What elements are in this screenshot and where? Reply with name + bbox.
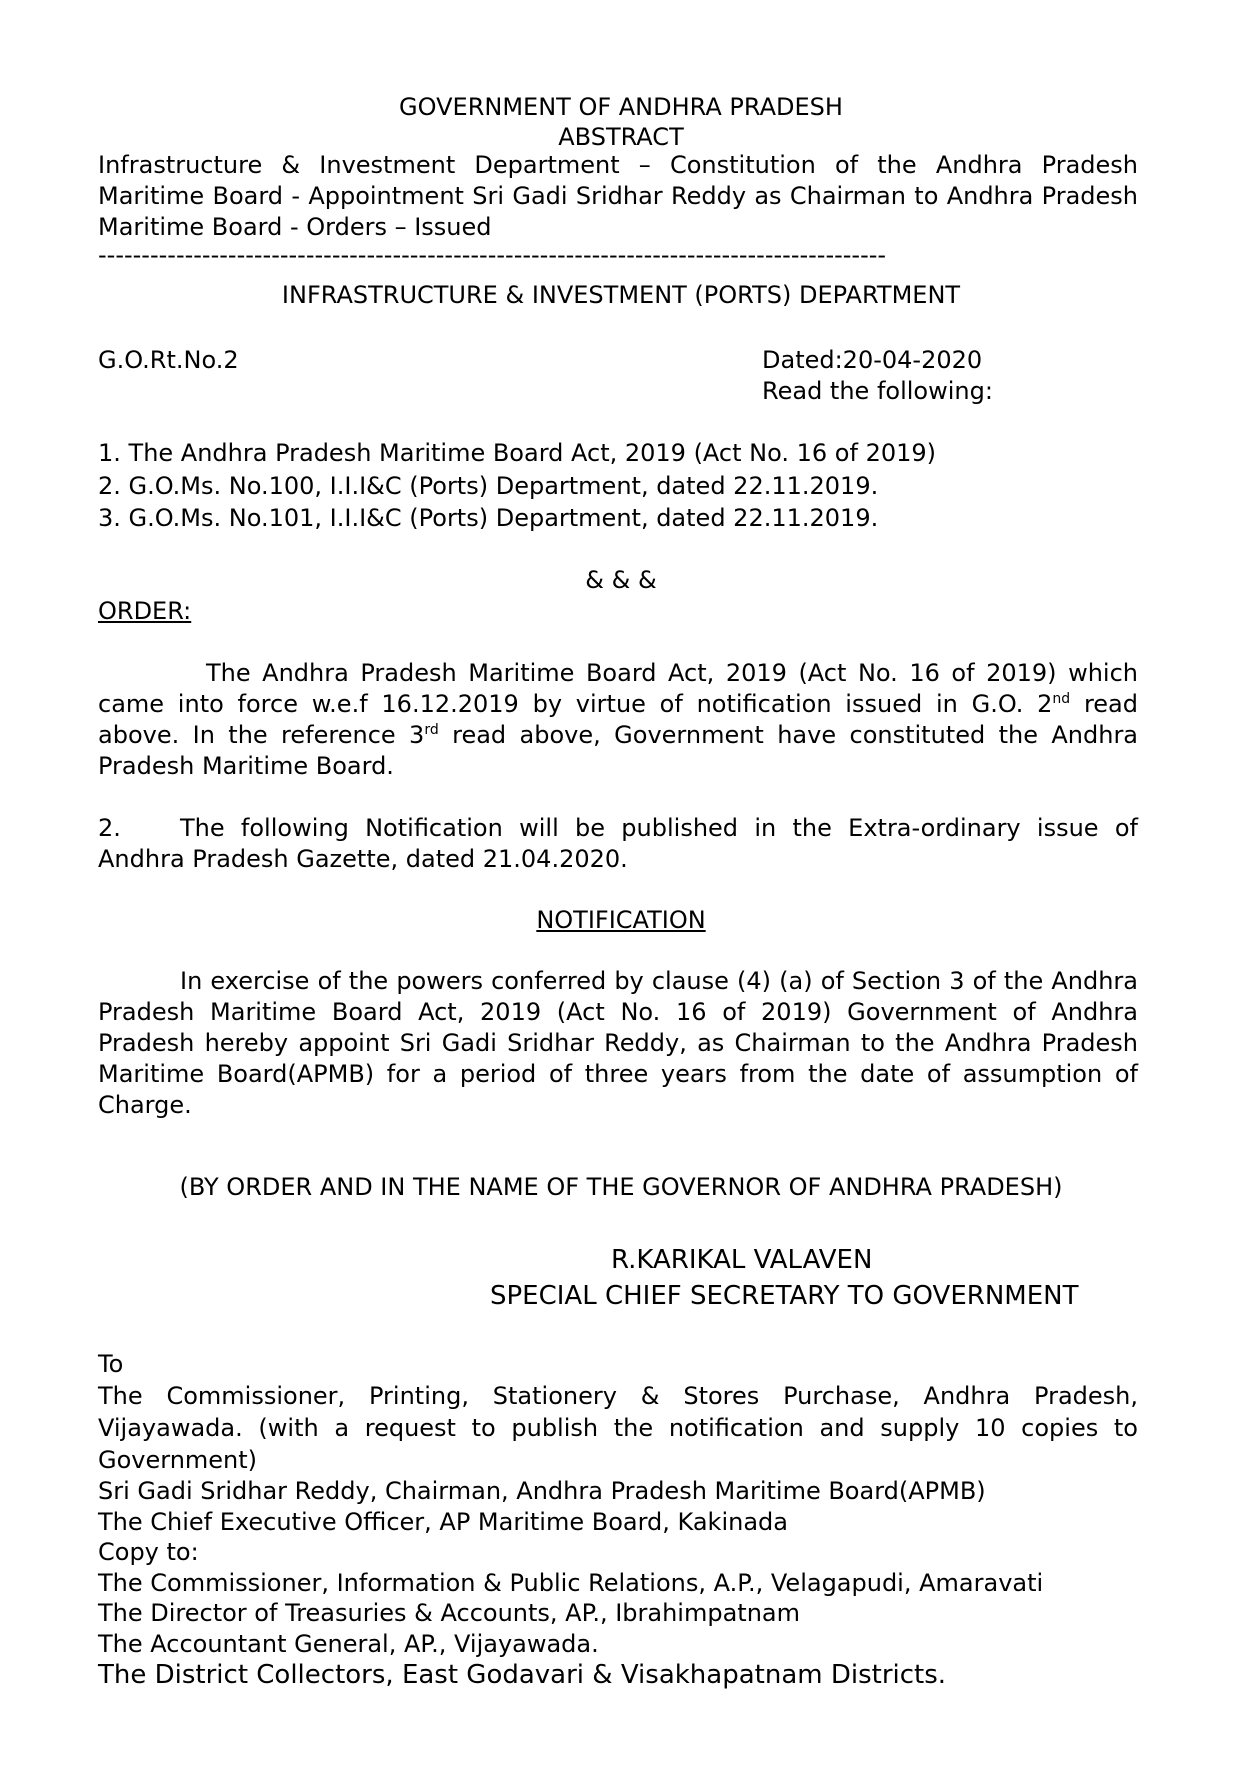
divider-line: ------------------------------------------------------------------------------------------- <box>98 241 887 269</box>
signatory-name: R.KARIKAL VALAVEN <box>611 1245 873 1275</box>
copy-recipient-4: The District Collectors, East Godavari & Visakhapatnam Districts. <box>98 1660 947 1690</box>
notification-heading: NOTIFICATION <box>536 906 706 934</box>
order-paragraph-1-part-b: read above. In the reference 3 <box>98 690 1138 749</box>
to-recipient-1: The Commissioner, Printing, Stationery & Stores Purchase, Andhra Pradesh, Vijayawada. (with a request to publish the notification and supply 10 copies to Government) <box>98 1382 1138 1474</box>
copy-recipient-3: The Accountant General, AP., Vijayawada. <box>98 1630 599 1658</box>
reference-item: 2. G.O.Ms. No.100, I.I.I&C (Ports) Department, dated 22.11.2019. <box>98 472 879 500</box>
copy-recipient-1: The Commissioner, Information & Public Relations, A.P., Velagapudi, Amaravati <box>98 1569 1044 1597</box>
signatory-designation: SPECIAL CHIEF SECRETARY TO GOVERNMENT <box>490 1281 1079 1311</box>
reference-item: 1. The Andhra Pradesh Maritime Board Act, 2019 (Act No. 16 of 2019) <box>98 439 937 467</box>
governor-order-line: (BY ORDER AND IN THE NAME OF THE GOVERNOR OF ANDHRA PRADESH) <box>179 1173 1063 1201</box>
reference-item: 3. G.O.Ms. No.101, I.I.I&C (Ports) Department, dated 22.11.2019. <box>98 504 879 532</box>
to-recipient-2: Sri Gadi Sridhar Reddy, Chairman, Andhra Pradesh Maritime Board(APMB) <box>98 1477 986 1505</box>
section-separator: & & & <box>585 566 657 594</box>
order-paragraph-2: The following Notification will be published in the Extra-ordinary issue of Andhra Pradesh Gazette, dated 21.04.2020. <box>98 814 1138 873</box>
go-number: G.O.Rt.No.2 <box>98 346 239 374</box>
government-title: GOVERNMENT OF ANDHRA PRADESH <box>399 93 843 121</box>
order-paragraph-2-number: 2. <box>98 814 121 842</box>
copy-to-label: Copy to: <box>98 1538 199 1566</box>
order-paragraph-1-sup-2: rd <box>424 722 439 738</box>
copy-recipient-2: The Director of Treasuries & Accounts, AP., Ibrahimpatnam <box>98 1599 800 1627</box>
order-paragraph-1 <box>98 658 1138 782</box>
order-heading: ORDER: <box>98 597 192 625</box>
order-paragraph-1-part-a: The Andhra Pradesh Maritime Board Act, 2019 (Act No. 16 of 2019) which came into force w.e.f 16.12.2019 by virtue of notification issued in G.O. 2 <box>98 659 1138 718</box>
notification-text: In exercise of the powers conferred by clause (4) (a) of Section 3 of the Andhra Pradesh Maritime Board Act, 2019 (Act No. 16 of 2019) Government of Andhra Pradesh hereby appoint Sri Gadi Sridhar Reddy, as Chairman to the Andhra Pradesh Maritime Board(APMB) for a period of three years from the date of assumption of Charge. <box>98 967 1138 1119</box>
read-following: Read the following: <box>762 377 993 405</box>
order-paragraph-1-sup-1: nd <box>1052 691 1071 707</box>
to-label: To <box>98 1350 124 1378</box>
order-paragraph-1-part-c: read above, Government have constituted the Andhra Pradesh Maritime Board. <box>98 721 1139 780</box>
to-recipient-3: The Chief Executive Officer, AP Maritime Board, Kakinada <box>98 1508 788 1536</box>
department-heading: INFRASTRUCTURE & INVESTMENT (PORTS) DEPARTMENT <box>281 281 961 309</box>
abstract-text: Infrastructure & Investment Department – Constitution of the Andhra Pradesh Maritime Board - Appointment Sri Gadi Sridhar Reddy as Chairman to Andhra Pradesh Maritime Board - Orders – Issued <box>98 151 1138 241</box>
go-dated: Dated:20-04-2020 <box>762 346 983 374</box>
abstract-label: ABSTRACT <box>558 123 684 151</box>
